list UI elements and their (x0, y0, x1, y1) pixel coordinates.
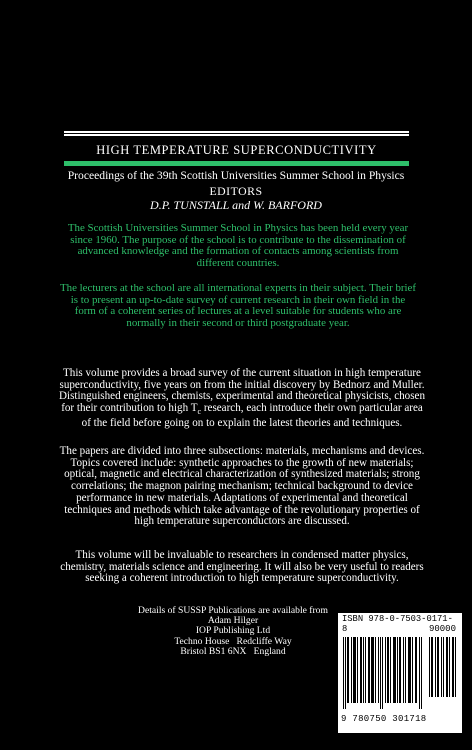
audience-paragraph: This volume will be invaluable to researchers in condensed matter physics, chemistry, materials science and engineering. It will also be very useful to readers seeking a coherent introduction to high temperature superconductivity. (60, 549, 424, 585)
publisher-name: Adam Hilger (207, 615, 259, 627)
topics-paragraph: The papers are divided into three subsections: materials, mechanisms and devices. Topics covered include: synthetic approaches to the growth of new materials; optical, magnetic and electrical characterization of synthesized materials; strong correlations; the magnon pairing mechanism; technical background to device performance in new materials. Adaptations of experimental and theoretical techniques and methods which take advantage of the revolutionary properties of high temperature superconductors are discussed. (59, 445, 425, 528)
top-rule-white (64, 131, 409, 133)
isbn-price-code: 90000 (428, 624, 456, 634)
editors-label: EDITORS (209, 184, 263, 198)
barcode-main-graphic (342, 637, 424, 709)
book-subtitle: Proceedings of the 39th Scottish Universities Summer School in Physics (67, 169, 405, 182)
volume-summary-text-b: research, each introduce their own particular area of the field before going on to explain the latest theories and techniques. (81, 402, 423, 430)
publisher-address-1: Techno House Redcliffe Way (174, 635, 292, 647)
book-title: HIGH TEMPERATURE SUPERCONDUCTIVITY (96, 143, 377, 157)
publisher-info (128, 606, 338, 657)
top-rule-white-2 (64, 134, 409, 136)
tc-subscript: c (197, 407, 202, 417)
isbn-barcode-box (337, 612, 463, 734)
lecturers-paragraph: The lecturers at the school are all international experts in their subject. Their brief is to present an up-to-date survey of current research in their own field in the form of a coherent series of lectures at a level suitable for students who are normally in their second or third postgraduate year. (59, 282, 417, 329)
publisher-info-line: Details of SUSSP Publications are available from (138, 605, 328, 616)
publisher-company: IOP Publishing Ltd (195, 625, 271, 637)
isbn-text: ISBN 978-0-7503-0171-8 (342, 614, 453, 634)
barcode-digits: 9 780750 301718 (341, 714, 427, 724)
volume-summary-text-a: This volume provides a broad survey of the current situation in high temperature superconductivity, five years on from the initial discovery by Bednorz and Muller. Distinguished engineers, chemists, experimental and theoretical physicists, chosen for their contribution to high T (59, 367, 426, 415)
green-rule (64, 161, 409, 166)
editor-names: D.P. TUNSTALL and W. BARFORD (150, 198, 322, 212)
school-history-paragraph: The Scottish Universities Summer School in Physics has been held every year since 1960. The purpose of the school is to contribute to the dissemination of advanced knowledge and the formation of contacts among scientists from different countries. (67, 222, 409, 269)
barcode-addon-graphic (428, 637, 458, 697)
publisher-address-2: Bristol BS1 6NX England (180, 645, 286, 657)
volume-summary-paragraph (59, 368, 425, 430)
